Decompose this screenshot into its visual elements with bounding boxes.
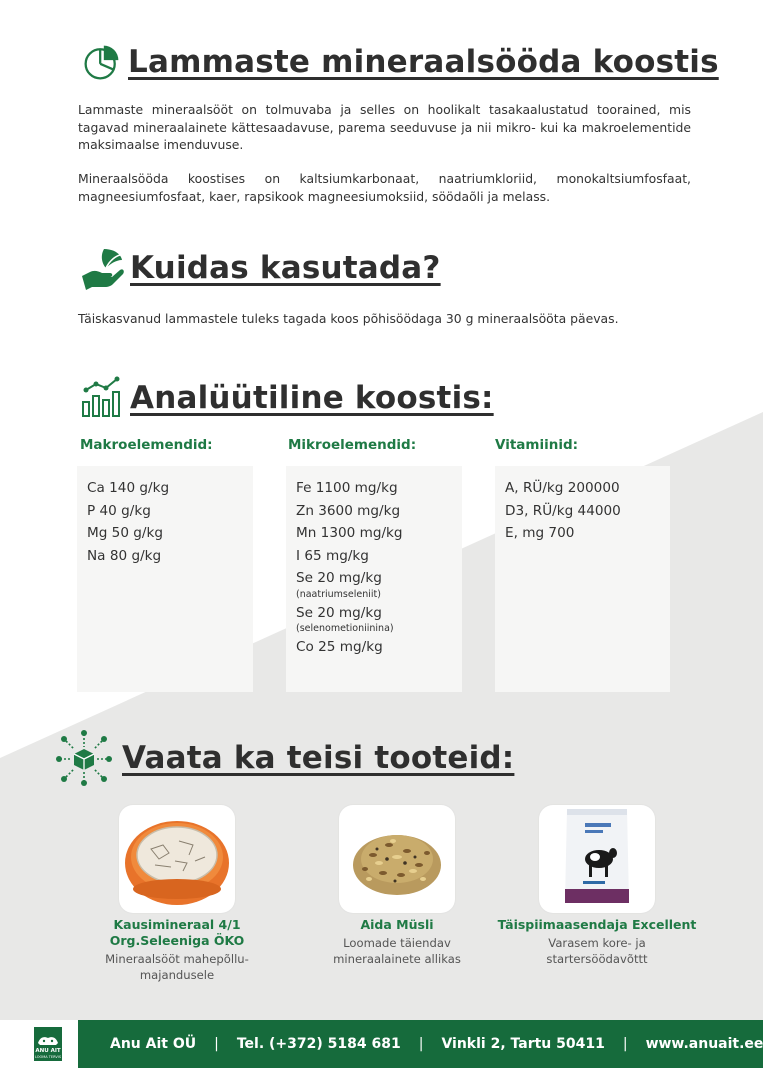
footer-address: Vinkli 2, Tartu 50411 <box>441 1036 605 1052</box>
list-item: I 65 mg/kg <box>296 547 369 564</box>
product-description: Varasem kore- ja <box>548 936 646 950</box>
feed-bag-icon <box>539 805 655 913</box>
section-title: Analüütiline koostis: <box>130 380 494 416</box>
usage-paragraph: Täiskasvanud lammastele tuleks tagada koos põhisöödaga 30 g mineraalsööta päevas. <box>78 311 619 326</box>
product-image[interactable] <box>539 805 655 913</box>
section-analysis-header <box>80 376 494 420</box>
footer-separator: | <box>418 1036 424 1052</box>
footer-phone[interactable]: Tel. (+372) 5184 681 <box>236 1036 401 1052</box>
hand-leaf-icon <box>80 246 124 290</box>
product-image[interactable] <box>119 805 235 913</box>
footer-bar <box>78 1020 763 1068</box>
list-item: Mg 50 g/kg <box>87 525 164 541</box>
product-name: Täispiimaasendaja Excellent <box>497 917 697 932</box>
muesli-pile-icon <box>339 805 455 913</box>
list-item: Ca 140 g/kg <box>87 480 170 496</box>
footer-company: Anu Ait OÜ <box>110 1036 197 1052</box>
list-item: E, mg 700 <box>505 525 575 541</box>
product-name: Org.Seleeniga ÖKO <box>109 933 245 948</box>
macro-heading: Makroelemendid: <box>80 437 213 453</box>
footer-separator: | <box>214 1036 219 1052</box>
list-item: D3, RÜ/kg 44000 <box>505 502 621 519</box>
list-item: A, RÜ/kg 200000 <box>505 480 620 496</box>
composition-paragraph-2: Mineraalsööda koostises on kaltsiumkarbonaat, naatriumkloriid, monokaltsiumfosfaat, magneesiumfosfaat, kaer, rapsikook magneesiumoksiid, söödaõli ja melass. <box>78 171 691 204</box>
product-name: Aida Müsli <box>360 917 434 932</box>
mineral-bucket-icon <box>119 805 235 913</box>
list-item-note: (selenometioniinina) <box>296 623 394 634</box>
footer-website-link[interactable]: www.anuait.ee <box>645 1036 763 1052</box>
section-composition-header <box>82 42 719 82</box>
product-name: Kausimineraal 4/1 <box>113 917 241 932</box>
logo-text: ANU AIT <box>35 1048 61 1054</box>
list-item-note: (naatriumseleniit) <box>296 588 381 600</box>
section-title: Lammaste mineraalsööda koostis <box>128 44 719 80</box>
product-description: majandusele <box>139 968 215 982</box>
footer-separator: | <box>622 1036 628 1052</box>
product-description: mineraalainete allikas <box>333 952 461 966</box>
product-description: startersöödavõttt <box>546 952 648 966</box>
anu-ait-logo <box>34 1027 62 1061</box>
product-card-taispiimaasendaja[interactable] <box>494 805 700 967</box>
list-item: Zn 3600 mg/kg <box>296 502 401 519</box>
product-description: Loomade täiendav <box>343 936 451 950</box>
product-image[interactable] <box>339 805 455 913</box>
section-title: Vaata ka teisi tooteid: <box>122 740 515 776</box>
list-item: Fe 1100 mg/kg <box>296 480 398 496</box>
list-item: Co 25 mg/kg <box>296 639 383 655</box>
pie-chart-icon <box>82 42 122 82</box>
vitamins-box <box>495 466 670 692</box>
list-item: Na 80 g/kg <box>87 547 162 564</box>
network-box-icon <box>56 730 112 786</box>
list-item: P 40 g/kg <box>87 502 151 519</box>
logo-subtext: LOOMA TERVIS <box>34 1055 62 1059</box>
section-title: Kuidas kasutada? <box>130 250 441 286</box>
list-item: Se 20 mg/kg <box>296 570 382 586</box>
product-card-kausimineraal[interactable] <box>92 805 262 983</box>
list-item: Mn 1300 mg/kg <box>296 525 403 541</box>
list-item: Se 20 mg/kg <box>296 604 382 621</box>
product-description: Mineraalsööt mahepõllu- <box>105 952 249 966</box>
composition-paragraph-1: Lammaste mineraalsööt on tolmuvaba ja selles on hoolikalt tasakaalustatud toorained, mis tagavad mineraalainete kättesaadavuse, parema seeduvuse ja nii mikro- kui ka makroelementide maksimaalse imenduvuse. <box>78 102 691 152</box>
section-usage-header <box>80 246 441 290</box>
vitamins-heading: Vitamiinid: <box>495 437 579 453</box>
product-card-aida-musli[interactable] <box>312 805 482 967</box>
micro-box <box>286 466 462 692</box>
section-products-header <box>56 730 514 786</box>
macro-box <box>77 466 253 692</box>
micro-heading: Mikroelemendid: <box>288 437 417 453</box>
bar-chart-icon <box>80 376 124 420</box>
